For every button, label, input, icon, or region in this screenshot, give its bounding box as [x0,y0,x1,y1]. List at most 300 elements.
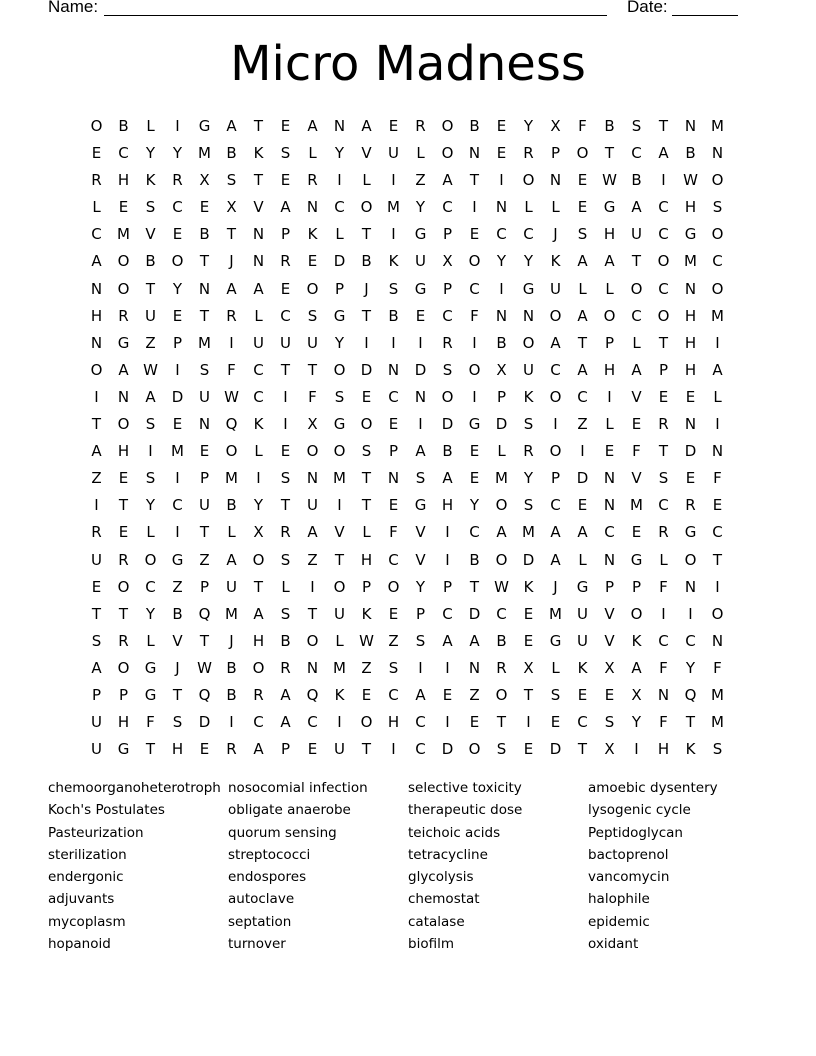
grid-letter: V [604,631,615,650]
grid-letter: R [226,306,237,325]
grid-letter: A [91,658,102,677]
grid-letter: E [199,442,210,461]
grid-letter: E [577,685,588,704]
grid-letter: B [280,631,291,650]
word-list [48,777,768,955]
grid-letter: I [175,523,180,542]
grid-letter: T [361,469,372,488]
grid-letter: O [711,279,724,298]
grid-letter: O [117,658,130,677]
grid-letter: S [604,713,615,732]
grid-letter: T [280,360,291,379]
grid-letter: B [172,604,183,623]
grid-letter: O [117,577,130,596]
word-list-item: mycoplasm [48,913,126,930]
grid-letter: E [712,496,723,515]
grid-letter: H [387,713,400,732]
grid-letter: T [145,740,156,759]
grid-letter: C [658,225,669,244]
grid-letter: K [307,225,318,244]
grid-letter: O [522,333,535,352]
grid-letter: O [333,442,346,461]
grid-letter: R [226,740,237,759]
grid-letter: C [496,604,507,623]
grid-letter: S [334,387,345,406]
grid-letter: U [226,577,237,596]
grid-letter: E [172,306,183,325]
grid-letter: G [603,198,616,217]
grid-letter: Q [198,685,211,704]
grid-letter: Y [145,604,156,623]
grid-letter: L [146,631,155,650]
word-list-item: Peptidoglycan [588,824,683,841]
grid-letter: I [418,658,423,677]
grid-letter: T [280,496,291,515]
word-list-item: turnover [228,936,286,953]
grid-letter: Q [198,604,211,623]
grid-letter: N [684,577,697,596]
grid-letter: P [442,577,453,596]
grid-letter: K [388,252,399,271]
grid-letter: T [172,685,183,704]
grid-letter: I [445,523,450,542]
grid-letter: G [144,658,157,677]
grid-letter: T [253,117,264,135]
grid-letter: I [580,442,585,461]
grid-letter: S [523,415,534,434]
grid-letter: O [171,252,184,271]
grid-letter: O [387,577,400,596]
grid-letter: T [253,577,264,596]
grid-letter: I [337,171,342,190]
grid-letter: H [90,306,103,325]
word-list-item: epidemic [588,913,650,930]
grid-letter: A [577,360,588,379]
grid-letter: V [334,523,345,542]
grid-letter: I [175,360,180,379]
grid-letter: W [683,171,698,190]
grid-letter: S [145,198,156,217]
grid-letter: I [391,333,396,352]
grid-letter: Y [469,496,480,515]
grid-letter: O [306,279,319,298]
grid-letter: O [630,279,643,298]
grid-letter: O [306,631,319,650]
grid-letter: P [442,279,453,298]
grid-letter: C [577,713,588,732]
grid-letter: Q [684,685,697,704]
grid-letter: L [281,577,290,596]
grid-letter: Y [415,198,426,217]
grid-letter: T [496,713,507,732]
grid-letter: A [415,685,426,704]
grid-letter: F [146,713,155,732]
grid-letter: I [229,713,234,732]
grid-letter: C [658,198,669,217]
grid-letter: E [388,496,399,515]
grid-letter: O [441,117,454,135]
grid-letter: C [253,387,264,406]
grid-letter: N [657,685,670,704]
grid-letter: M [711,685,724,704]
grid-letter: X [496,360,507,379]
word-list-item: autoclave [228,891,295,908]
grid-letter: U [91,713,102,732]
grid-letter: A [253,740,264,759]
grid-letter: E [442,685,453,704]
grid-letter: M [225,469,238,488]
grid-letter: L [254,442,263,461]
grid-letter: T [361,306,372,325]
grid-letter: A [307,117,318,135]
grid-letter: K [253,144,264,163]
grid-letter: I [445,550,450,569]
grid-letter: T [226,225,237,244]
grid-letter: E [280,171,291,190]
grid-letter: P [172,333,183,352]
grid-letter: K [631,631,642,650]
grid-letter: O [495,685,508,704]
grid-letter: T [604,144,615,163]
grid-letter: R [523,144,534,163]
grid-letter: L [335,631,344,650]
grid-letter: C [172,496,183,515]
grid-letter: H [684,360,697,379]
grid-letter: L [362,523,371,542]
grid-letter: S [145,415,156,434]
grid-letter: E [658,387,669,406]
page-title: Micro Madness [230,36,586,92]
grid-letter: M [225,604,238,623]
word-list-item: amoebic dysentery [588,780,718,796]
grid-letter: T [631,252,642,271]
grid-letter: I [256,469,261,488]
grid-letter: B [388,306,399,325]
word-list-item: halophile [588,891,650,908]
word-list-item: quorum sensing [228,824,337,841]
grid-letter: C [280,306,291,325]
grid-letter: K [334,685,345,704]
grid-letter: T [469,577,480,596]
grid-letter: Y [172,144,183,163]
header [48,0,748,21]
grid-letter: X [604,658,615,677]
grid-letter: P [550,469,561,488]
grid-letter: G [144,685,157,704]
grid-letter: G [549,631,562,650]
grid-letter: B [226,658,237,677]
grid-letter: T [658,333,669,352]
grid-letter: H [603,225,616,244]
grid-letter: L [92,198,101,217]
grid-letter: W [359,631,374,650]
grid-letter: E [172,415,183,434]
name-blank-line [104,15,607,16]
grid-letter: O [441,144,454,163]
grid-letter: C [658,631,669,650]
grid-letter: I [661,171,666,190]
grid-letter: X [226,198,237,217]
grid-letter: O [360,415,373,434]
grid-letter: E [172,225,183,244]
grid-letter: R [91,171,102,190]
grid-letter: I [364,333,369,352]
grid-letter: N [252,252,265,271]
grid-letter: J [229,252,234,271]
grid-letter: S [280,550,291,569]
grid-letter: Z [361,658,372,677]
grid-letter: T [658,117,669,135]
grid-letter: T [307,604,318,623]
grid-letter: A [658,144,669,163]
grid-letter: C [442,306,453,325]
grid-letter: G [333,415,346,434]
grid-letter: W [602,171,617,190]
word-list-item: teichoic acids [408,824,501,841]
grid-letter: D [414,360,427,379]
grid-letter: G [522,279,535,298]
grid-letter: M [171,442,184,461]
grid-letter: L [605,415,614,434]
grid-letter: G [117,740,130,759]
grid-letter: I [445,658,450,677]
grid-letter: B [685,144,696,163]
grid-letter: P [334,279,345,298]
grid-letter: T [361,225,372,244]
grid-letter: C [415,740,426,759]
grid-letter: D [198,713,211,732]
word-list-item: endergonic [48,869,124,886]
grid-letter: U [388,144,399,163]
grid-letter: R [658,415,669,434]
grid-letter: C [334,198,345,217]
grid-letter: K [523,577,534,596]
grid-letter: H [603,360,616,379]
grid-letter: H [684,306,697,325]
grid-letter: S [280,604,291,623]
grid-letter: A [604,252,615,271]
grid-letter: U [550,279,561,298]
grid-letter: E [91,577,102,596]
grid-letter: E [415,306,426,325]
grid-letter: P [604,577,615,596]
grid-letter: U [91,550,102,569]
grid-letter: I [283,387,288,406]
grid-letter: G [198,117,211,135]
grid-letter: L [497,442,506,461]
grid-letter: P [550,144,561,163]
grid-letter: E [523,740,534,759]
word-list-item: sterilization [48,846,127,863]
grid-letter: T [199,306,210,325]
grid-letter: G [684,225,697,244]
grid-letter: O [117,252,130,271]
grid-letter: G [414,496,427,515]
grid-letter: T [91,604,102,623]
grid-letter: O [468,360,481,379]
grid-letter: E [199,198,210,217]
grid-letter: W [224,387,239,406]
grid-letter: T [577,740,588,759]
grid-letter: D [549,740,562,759]
grid-letter: B [442,442,453,461]
grid-letter: I [634,740,639,759]
grid-letter: V [631,387,642,406]
grid-letter: I [94,496,99,515]
grid-letter: E [388,415,399,434]
grid-letter: Z [172,577,183,596]
grid-letter: S [172,713,183,732]
grid-letter: I [337,496,342,515]
grid-letter: V [604,604,615,623]
grid-letter: Q [225,415,238,434]
grid-letter: U [145,306,156,325]
grid-letter: D [441,740,454,759]
grid-letter: U [253,333,264,352]
grid-letter: T [577,333,588,352]
word-search-grid [83,113,731,763]
grid-letter: X [253,523,264,542]
grid-letter: N [522,306,535,325]
grid-letter: O [333,360,346,379]
word-list-item: biofilm [408,936,454,953]
grid-letter: O [603,306,616,325]
grid-letter: I [418,333,423,352]
grid-letter: T [658,442,669,461]
grid-letter: H [441,496,454,515]
grid-letter: E [685,387,696,406]
grid-letter: S [631,117,642,135]
grid-letter: T [712,550,723,569]
grid-letter: A [307,523,318,542]
grid-letter: P [496,387,507,406]
grid-letter: O [468,252,481,271]
grid-letter: K [523,387,534,406]
grid-letter: Y [496,252,507,271]
word-list-item: obligate anaerobe [228,802,351,819]
grid-letter: T [253,171,264,190]
grid-letter: S [415,469,426,488]
grid-letter: I [688,604,693,623]
grid-letter: A [91,252,102,271]
grid-letter: I [499,279,504,298]
word-list-item: streptococci [228,846,311,863]
grid-letter: C [604,523,615,542]
grid-letter: H [684,333,697,352]
grid-letter: C [388,685,399,704]
grid-letter: A [550,523,561,542]
grid-letter: I [445,713,450,732]
grid-letter: J [229,631,234,650]
grid-letter: V [631,469,642,488]
grid-letter: I [229,333,234,352]
grid-letter: S [496,740,507,759]
grid-letter: R [280,252,291,271]
grid-letter: N [603,469,616,488]
grid-letter: O [360,713,373,732]
grid-letter: O [306,442,319,461]
grid-letter: O [333,577,346,596]
grid-letter: E [280,442,291,461]
grid-letter: B [496,333,507,352]
grid-letter: Z [307,550,318,569]
grid-letter: T [307,360,318,379]
grid-letter: F [227,360,236,379]
grid-letter: I [283,415,288,434]
grid-letter: K [361,604,372,623]
grid-letter: N [306,469,319,488]
grid-letter: R [685,496,696,515]
grid-letter: A [712,360,723,379]
grid-letter: M [495,469,508,488]
grid-letter: Z [577,415,588,434]
grid-letter: L [335,225,344,244]
grid-letter: O [144,550,157,569]
grid-letter: Y [631,713,642,732]
date-blank-line [672,15,738,16]
grid-letter: S [91,631,102,650]
grid-letter: O [549,387,562,406]
grid-letter: N [468,658,481,677]
grid-letter: C [469,279,480,298]
grid-letter: X [199,171,210,190]
grid-letter: S [226,171,237,190]
word-list-item: glycolysis [408,869,474,886]
grid-letter: O [711,171,724,190]
grid-letter: M [387,198,400,217]
grid-letter: C [253,360,264,379]
grid-letter: P [388,442,399,461]
grid-letter: A [280,685,291,704]
grid-letter: U [523,360,534,379]
grid-letter: O [657,252,670,271]
grid-letter: P [604,333,615,352]
grid-letter: C [415,713,426,732]
grid-letter: O [252,550,265,569]
grid-letter: I [175,469,180,488]
grid-letter: C [388,387,399,406]
grid-letter: R [415,117,426,135]
word-list-item: endospores [228,869,307,886]
grid-letter: M [522,523,535,542]
grid-letter: L [605,279,614,298]
grid-letter: J [364,279,369,298]
grid-letter: B [226,496,237,515]
grid-letter: P [631,577,642,596]
grid-letter: M [198,333,211,352]
grid-letter: I [94,387,99,406]
grid-letter: P [442,225,453,244]
grid-letter: N [684,279,697,298]
grid-letter: L [254,306,263,325]
grid-letter: A [226,117,237,135]
word-list-item: oxidant [588,936,639,953]
grid-letter: T [199,523,210,542]
grid-letter: Y [172,279,183,298]
grid-letter: E [361,387,372,406]
grid-letter: O [360,198,373,217]
grid-letter: O [252,658,265,677]
grid-letter: O [657,306,670,325]
grid-letter: D [441,415,454,434]
grid-letter: O [117,279,130,298]
grid-letter: Y [145,144,156,163]
grid-letter: T [334,550,345,569]
grid-letter: S [712,740,723,759]
grid-letter: B [631,171,642,190]
grid-letter: N [603,496,616,515]
grid-letter: W [197,658,212,677]
